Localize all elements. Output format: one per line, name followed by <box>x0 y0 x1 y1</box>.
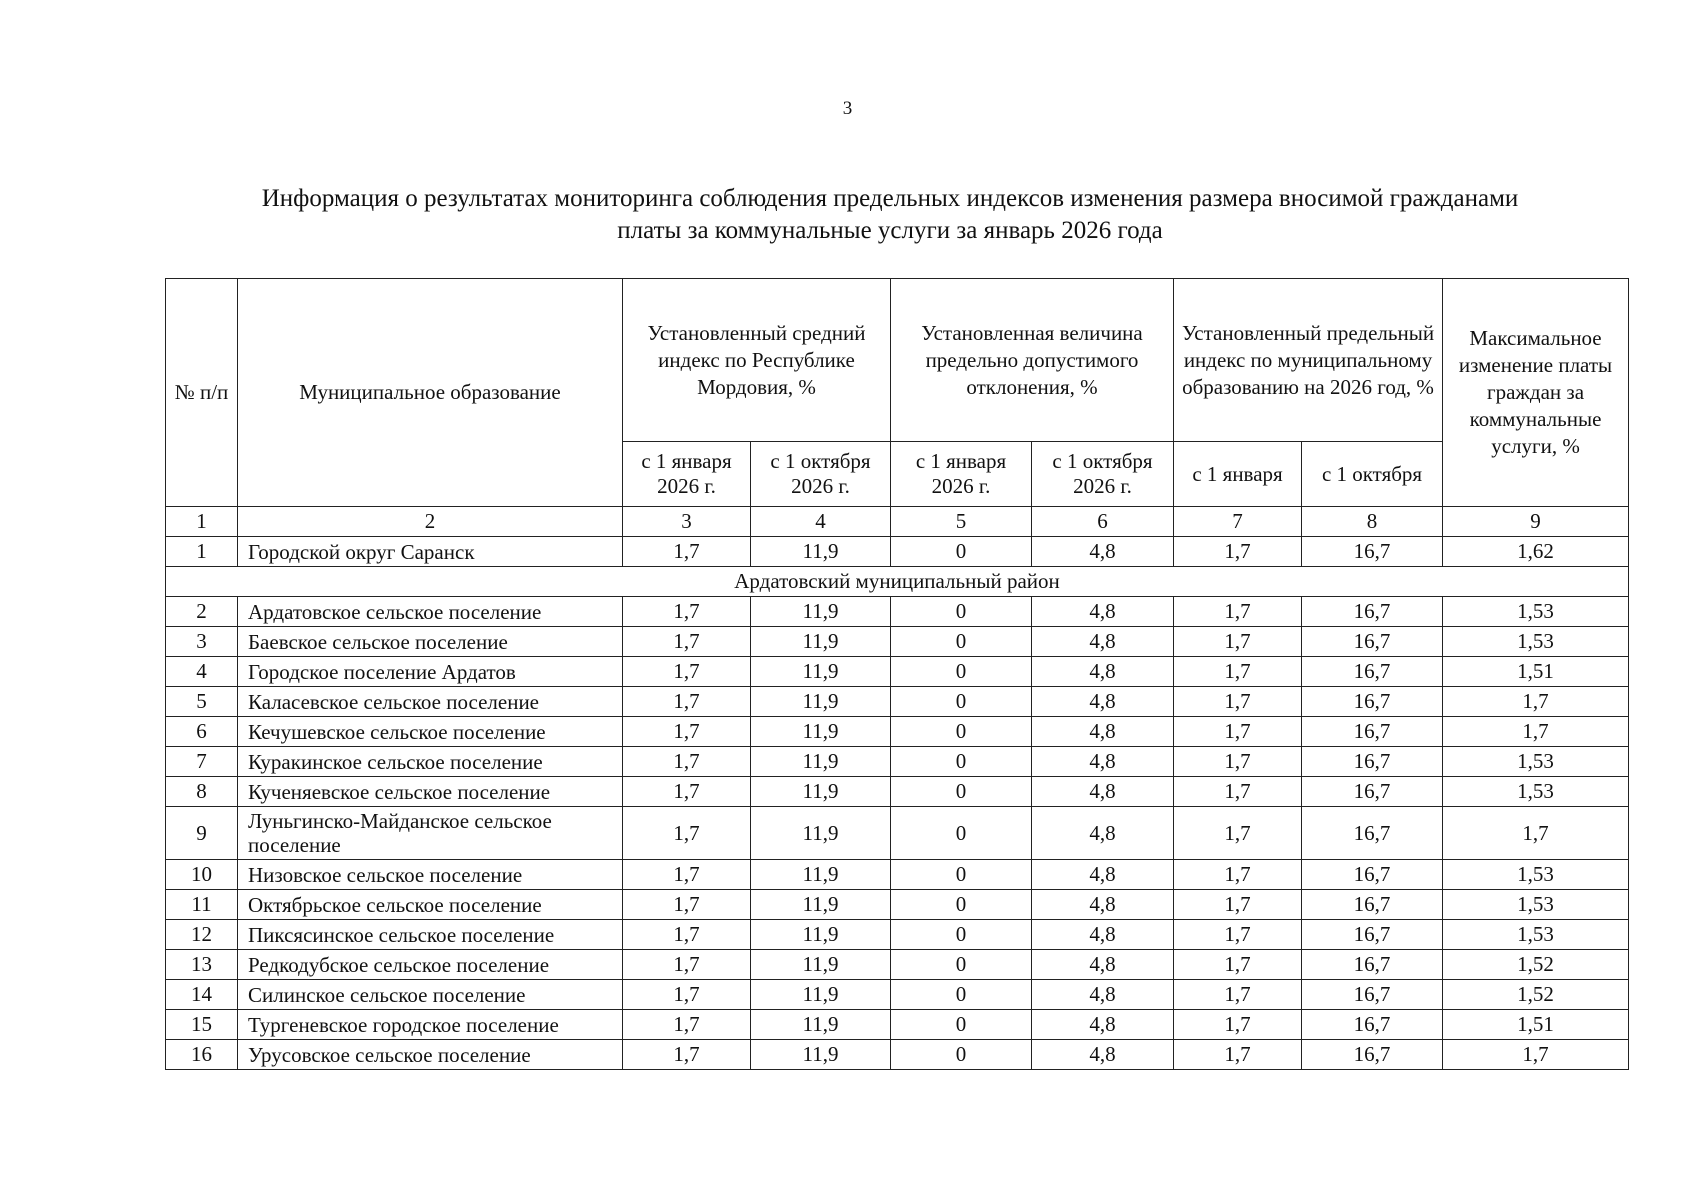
cell-c9: 1,7 <box>1443 717 1629 747</box>
column-number-3: 3 <box>623 507 751 537</box>
municipality-name: Городской округ Саранск <box>238 537 623 567</box>
document-title <box>160 183 1620 247</box>
cell-c3: 1,7 <box>623 1040 751 1070</box>
row-number: 6 <box>166 717 238 747</box>
page-number: 3 <box>842 98 853 119</box>
cell-c7: 1,7 <box>1174 807 1302 860</box>
cell-c5: 0 <box>891 597 1032 627</box>
cell-c8: 16,7 <box>1302 920 1443 950</box>
cell-c6: 4,8 <box>1032 950 1174 980</box>
row-number: 13 <box>166 950 238 980</box>
cell-c5: 0 <box>891 980 1032 1010</box>
cell-c6: 4,8 <box>1032 657 1174 687</box>
cell-c6: 4,8 <box>1032 980 1174 1010</box>
cell-c4: 11,9 <box>751 860 891 890</box>
cell-c9: 1,53 <box>1443 777 1629 807</box>
cell-c7: 1,7 <box>1174 950 1302 980</box>
column-number-row <box>166 507 1629 537</box>
cell-c7: 1,7 <box>1174 597 1302 627</box>
row-number: 3 <box>166 627 238 657</box>
subheader-col6: с 1 октября 2026 г. <box>1032 442 1174 507</box>
cell-c7: 1,7 <box>1174 980 1302 1010</box>
cell-c4: 11,9 <box>751 807 891 860</box>
cell-c3: 1,7 <box>623 657 751 687</box>
cell-c3: 1,7 <box>623 627 751 657</box>
cell-c4: 11,9 <box>751 1040 891 1070</box>
cell-c4: 11,9 <box>751 920 891 950</box>
cell-c3: 1,7 <box>623 980 751 1010</box>
table-row <box>166 1010 1629 1040</box>
municipality-name: Каласевское сельское поселение <box>238 687 623 717</box>
cell-c8: 16,7 <box>1302 807 1443 860</box>
cell-c5: 0 <box>891 890 1032 920</box>
cell-c3: 1,7 <box>623 687 751 717</box>
cell-c7: 1,7 <box>1174 627 1302 657</box>
municipality-name: Луньгинско-Майданское сельское поселение <box>238 807 623 860</box>
subheader-col5: с 1 января 2026 г. <box>891 442 1032 507</box>
table-row <box>166 860 1629 890</box>
table-row <box>166 657 1629 687</box>
cell-c9: 1,52 <box>1443 980 1629 1010</box>
cell-c5: 0 <box>891 860 1032 890</box>
cell-c6: 4,8 <box>1032 890 1174 920</box>
cell-c3: 1,7 <box>623 920 751 950</box>
cell-c8: 16,7 <box>1302 717 1443 747</box>
cell-c4: 11,9 <box>751 657 891 687</box>
cell-c8: 16,7 <box>1302 597 1443 627</box>
cell-c8: 16,7 <box>1302 1040 1443 1070</box>
cell-c8: 16,7 <box>1302 657 1443 687</box>
cell-c3: 1,7 <box>623 747 751 777</box>
cell-c5: 0 <box>891 627 1032 657</box>
column-number-7: 7 <box>1174 507 1302 537</box>
cell-c8: 16,7 <box>1302 627 1443 657</box>
row-number: 5 <box>166 687 238 717</box>
cell-c7: 1,7 <box>1174 687 1302 717</box>
cell-c5: 0 <box>891 687 1032 717</box>
cell-c4: 11,9 <box>751 777 891 807</box>
cell-c4: 11,9 <box>751 687 891 717</box>
subheader-col3: с 1 января 2026 г. <box>623 442 751 507</box>
cell-c8: 16,7 <box>1302 777 1443 807</box>
column-number-5: 5 <box>891 507 1032 537</box>
cell-c7: 1,7 <box>1174 890 1302 920</box>
cell-c7: 1,7 <box>1174 747 1302 777</box>
table-row <box>166 807 1629 860</box>
cell-c9: 1,53 <box>1443 627 1629 657</box>
cell-c9: 1,53 <box>1443 890 1629 920</box>
column-number-2: 2 <box>238 507 623 537</box>
cell-c6: 4,8 <box>1032 627 1174 657</box>
monitoring-table <box>165 278 1629 1070</box>
cell-c5: 0 <box>891 1010 1032 1040</box>
subheader-col4: с 1 октября 2026 г. <box>751 442 891 507</box>
cell-c8: 16,7 <box>1302 890 1443 920</box>
municipality-name: Низовское сельское поселение <box>238 860 623 890</box>
cell-c9: 1,53 <box>1443 597 1629 627</box>
cell-c4: 11,9 <box>751 950 891 980</box>
header-limit-index: Установленный предельный индекс по муниципальному образованию на 2026 год, % <box>1174 279 1443 442</box>
cell-c9: 1,7 <box>1443 1040 1629 1070</box>
municipality-name: Силинское сельское поселение <box>238 980 623 1010</box>
table-row <box>166 597 1629 627</box>
row-number: 10 <box>166 860 238 890</box>
cell-c9: 1,7 <box>1443 687 1629 717</box>
cell-c5: 0 <box>891 717 1032 747</box>
table-row <box>166 890 1629 920</box>
row-number: 7 <box>166 747 238 777</box>
cell-c7: 1,7 <box>1174 717 1302 747</box>
cell-c6: 4,8 <box>1032 537 1174 567</box>
cell-c7: 1,7 <box>1174 1040 1302 1070</box>
municipality-name: Тургеневское городское поселение <box>238 1010 623 1040</box>
cell-c6: 4,8 <box>1032 807 1174 860</box>
cell-c4: 11,9 <box>751 980 891 1010</box>
municipality-name: Ардатовское сельское поселение <box>238 597 623 627</box>
cell-c9: 1,53 <box>1443 920 1629 950</box>
table-row <box>166 777 1629 807</box>
cell-c6: 4,8 <box>1032 597 1174 627</box>
table-row <box>166 747 1629 777</box>
municipality-name: Куракинское сельское поселение <box>238 747 623 777</box>
header-municipality: Муниципальное образование <box>238 279 623 507</box>
cell-c9: 1,51 <box>1443 657 1629 687</box>
cell-c3: 1,7 <box>623 597 751 627</box>
cell-c4: 11,9 <box>751 1010 891 1040</box>
row-number: 8 <box>166 777 238 807</box>
cell-c5: 0 <box>891 657 1032 687</box>
table-row <box>166 717 1629 747</box>
cell-c3: 1,7 <box>623 1010 751 1040</box>
cell-c5: 0 <box>891 807 1032 860</box>
column-number-6: 6 <box>1032 507 1174 537</box>
cell-c8: 16,7 <box>1302 1010 1443 1040</box>
row-number: 15 <box>166 1010 238 1040</box>
cell-c5: 0 <box>891 1040 1032 1070</box>
column-number-1: 1 <box>166 507 238 537</box>
header-avg-index: Установленный средний индекс по Республике Мордовия, % <box>623 279 891 442</box>
cell-c9: 1,53 <box>1443 860 1629 890</box>
cell-c6: 4,8 <box>1032 1010 1174 1040</box>
cell-c7: 1,7 <box>1174 657 1302 687</box>
cell-c7: 1,7 <box>1174 860 1302 890</box>
header-number: № п/п <box>166 279 238 507</box>
municipality-name: Кечушевское сельское поселение <box>238 717 623 747</box>
cell-c7: 1,7 <box>1174 777 1302 807</box>
cell-c3: 1,7 <box>623 777 751 807</box>
cell-c6: 4,8 <box>1032 920 1174 950</box>
cell-c6: 4,8 <box>1032 687 1174 717</box>
row-number: 14 <box>166 980 238 1010</box>
cell-c8: 16,7 <box>1302 747 1443 777</box>
municipality-name: Октябрьское сельское поселение <box>238 890 623 920</box>
cell-c5: 0 <box>891 777 1032 807</box>
table-row <box>166 950 1629 980</box>
row-number: 4 <box>166 657 238 687</box>
section-row <box>166 567 1629 597</box>
municipality-name: Урусовское сельское поселение <box>238 1040 623 1070</box>
cell-c3: 1,7 <box>623 860 751 890</box>
row-number: 12 <box>166 920 238 950</box>
table-row <box>166 980 1629 1010</box>
cell-c8: 16,7 <box>1302 980 1443 1010</box>
column-number-4: 4 <box>751 507 891 537</box>
cell-c4: 11,9 <box>751 717 891 747</box>
cell-c3: 1,7 <box>623 890 751 920</box>
cell-c6: 4,8 <box>1032 777 1174 807</box>
row-number: 1 <box>166 537 238 567</box>
table-row <box>166 687 1629 717</box>
municipality-name: Баевское сельское поселение <box>238 627 623 657</box>
municipality-name: Кученяевское сельское поселение <box>238 777 623 807</box>
cell-c3: 1,7 <box>623 950 751 980</box>
cell-c4: 11,9 <box>751 890 891 920</box>
cell-c4: 11,9 <box>751 537 891 567</box>
table-row <box>166 537 1629 567</box>
row-number: 16 <box>166 1040 238 1070</box>
table-row <box>166 627 1629 657</box>
cell-c9: 1,53 <box>1443 747 1629 777</box>
cell-c3: 1,7 <box>623 537 751 567</box>
table-row <box>166 920 1629 950</box>
cell-c6: 4,8 <box>1032 717 1174 747</box>
row-number: 11 <box>166 890 238 920</box>
header-max-change: Максимальное изменение платы граждан за коммунальные услуги, % <box>1443 279 1629 507</box>
column-number-9: 9 <box>1443 507 1629 537</box>
table-row <box>166 1040 1629 1070</box>
cell-c7: 1,7 <box>1174 537 1302 567</box>
title-line-2: платы за коммунальные услуги за январь 2026 года <box>617 217 1163 244</box>
column-number-8: 8 <box>1302 507 1443 537</box>
cell-c7: 1,7 <box>1174 1010 1302 1040</box>
header-deviation: Установленная величина предельно допустимого отклонения, % <box>891 279 1174 442</box>
cell-c4: 11,9 <box>751 627 891 657</box>
cell-c8: 16,7 <box>1302 950 1443 980</box>
cell-c5: 0 <box>891 950 1032 980</box>
cell-c5: 0 <box>891 920 1032 950</box>
cell-c6: 4,8 <box>1032 747 1174 777</box>
title-line-1: Информация о результатах мониторинга соблюдения предельных индексов изменения размера вносимой гражданами <box>261 185 1519 212</box>
cell-c9: 1,7 <box>1443 807 1629 860</box>
municipality-name: Городское поселение Ардатов <box>238 657 623 687</box>
subheader-col8: с 1 октября <box>1302 442 1443 507</box>
municipality-name: Пиксясинское сельское поселение <box>238 920 623 950</box>
cell-c7: 1,7 <box>1174 920 1302 950</box>
cell-c4: 11,9 <box>751 597 891 627</box>
subheader-col7: с 1 января <box>1174 442 1302 507</box>
municipality-name: Редкодубское сельское поселение <box>238 950 623 980</box>
cell-c8: 16,7 <box>1302 860 1443 890</box>
cell-c6: 4,8 <box>1032 860 1174 890</box>
row-number: 9 <box>166 807 238 860</box>
cell-c4: 11,9 <box>751 747 891 777</box>
cell-c9: 1,62 <box>1443 537 1629 567</box>
cell-c5: 0 <box>891 537 1032 567</box>
cell-c8: 16,7 <box>1302 687 1443 717</box>
cell-c3: 1,7 <box>623 717 751 747</box>
cell-c6: 4,8 <box>1032 1040 1174 1070</box>
section-title: Ардатовский муниципальный район <box>166 567 1629 597</box>
cell-c3: 1,7 <box>623 807 751 860</box>
cell-c9: 1,51 <box>1443 1010 1629 1040</box>
cell-c9: 1,52 <box>1443 950 1629 980</box>
cell-c8: 16,7 <box>1302 537 1443 567</box>
row-number: 2 <box>166 597 238 627</box>
cell-c5: 0 <box>891 747 1032 777</box>
